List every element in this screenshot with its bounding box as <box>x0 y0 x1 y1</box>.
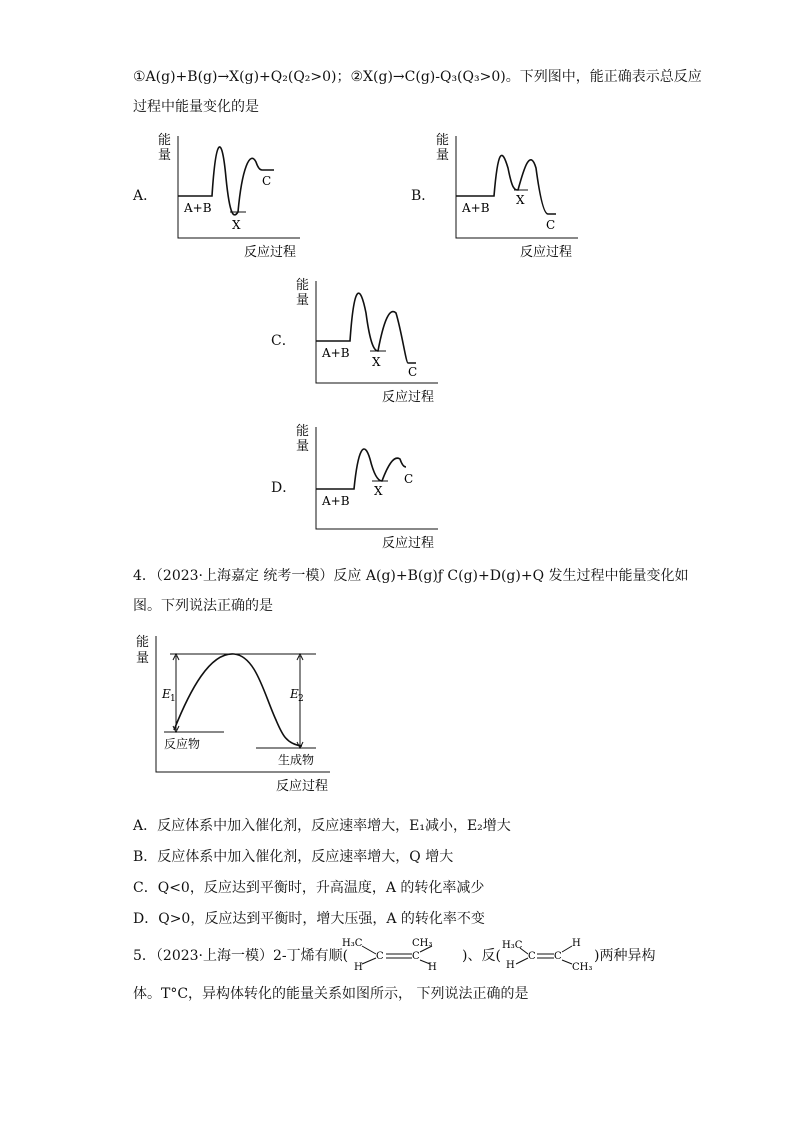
q4-option-b[interactable]: B．反应体系中加入催化剂，反应速率增大，Q 增大 <box>133 849 454 865</box>
e2-label: E <box>290 687 299 701</box>
q4-stem-line2: 图。下列说法正确的是 <box>133 598 273 614</box>
q5-prefix: 5．（2023·上海一模）2-丁烯有顺( <box>133 948 349 964</box>
q3-stem-line1: ①A(g)+B(g)→X(g)+Q₂(Q₂>0)；②X(g)→C(g)-Q₃(Q₃>0)。下列图中，能正确表示总反应 <box>133 69 702 85</box>
q3-option-b-diagram <box>428 128 598 262</box>
q3-option-a-diagram <box>150 128 320 262</box>
energy-curve <box>316 449 406 489</box>
trans-2-butene-structure <box>502 934 598 974</box>
trans-ch3: CH₃ <box>572 962 593 973</box>
q3-option-a-label[interactable]: A． <box>133 188 158 204</box>
cis-carbon-right: C <box>412 951 420 962</box>
trans-carbon-left: C <box>528 951 536 962</box>
q3-option-c-diagram <box>288 273 458 407</box>
mid-label: X <box>372 355 381 369</box>
cis-h-left: H <box>354 962 363 973</box>
q3-stem-line2: 过程中能量变化的是 <box>133 99 259 115</box>
y-axis-label: 量 <box>136 651 150 666</box>
trans-h-left: H <box>506 960 515 971</box>
y-axis-label: 量 <box>158 148 172 163</box>
trans-h3c: H₃C <box>502 940 523 951</box>
y-axis-label: 能 <box>136 635 150 650</box>
x-axis-label: 反应过程 <box>244 245 297 260</box>
start-label: A+B <box>322 494 350 508</box>
end-label: C <box>546 218 556 232</box>
cis-carbon-left: C <box>376 951 384 962</box>
q4-option-d[interactable]: D．Q>0，反应达到平衡时，增大压强，A 的转化率不变 <box>133 911 485 927</box>
q4-option-a[interactable]: A．反应体系中加入催化剂，反应速率增大，E₁减小，E₂增大 <box>133 818 511 834</box>
product-label: 生成物 <box>278 753 315 767</box>
y-axis-label: 能 <box>436 133 450 148</box>
trans-h-top: H <box>572 938 581 949</box>
start-label: A+B <box>322 346 350 360</box>
q3-option-d-diagram <box>288 419 458 553</box>
start-label: A+B <box>184 201 212 215</box>
start-label: A+B <box>462 201 490 215</box>
mid-label: X <box>516 193 525 207</box>
q3-option-d-label[interactable]: D． <box>271 480 297 496</box>
q5-middle: )、反( <box>462 948 501 964</box>
q4-option-c[interactable]: C．Q<0，反应达到平衡时，升高温度，A 的转化率减少 <box>133 880 485 896</box>
q5-stem-line2: 体。T°C，异构体转化的能量关系如图所示， 下列说法正确的是 <box>133 986 529 1002</box>
q3-option-b-label[interactable]: B． <box>411 188 436 204</box>
q5-suffix: )两种异构 <box>594 948 656 964</box>
mid-label: X <box>232 218 241 232</box>
y-axis-label: 量 <box>436 148 450 163</box>
y-axis-label: 量 <box>296 293 310 308</box>
y-axis-label: 能 <box>296 424 310 439</box>
end-label: C <box>262 174 272 188</box>
x-axis-label: 反应过程 <box>382 536 435 551</box>
reactant-label: 反应物 <box>164 737 201 751</box>
x-axis-label: 反应过程 <box>382 390 435 405</box>
y-axis-label: 能 <box>158 133 172 148</box>
q3-option-c-label[interactable]: C． <box>271 333 296 349</box>
e1-subscript: 1 <box>170 694 176 704</box>
e2-subscript: 2 <box>298 694 304 704</box>
end-label: C <box>408 365 418 379</box>
axes <box>456 136 578 238</box>
x-axis-label: 反应过程 <box>276 779 329 794</box>
trans-bonds <box>516 946 572 964</box>
mid-label: X <box>374 484 383 498</box>
x-axis-label: 反应过程 <box>520 245 573 260</box>
cis-h3c: H₃C <box>342 938 363 949</box>
y-axis-label: 量 <box>296 439 310 454</box>
cis-ch3: CH₃ <box>412 938 433 949</box>
q4-energy-diagram <box>130 630 340 796</box>
q4-stem-line1: 4．（2023·上海嘉定 统考一模）反应 A(g)+B(g)ƒ C(g)+D(g)+Q 发生过程中能量变化如 <box>133 568 689 584</box>
cis-h-right: H <box>428 962 437 973</box>
cis-2-butene-structure <box>340 934 460 974</box>
end-label: C <box>404 472 414 486</box>
y-axis-label: 能 <box>296 278 310 293</box>
e1-label: E <box>162 687 171 701</box>
trans-carbon-right: C <box>554 951 562 962</box>
